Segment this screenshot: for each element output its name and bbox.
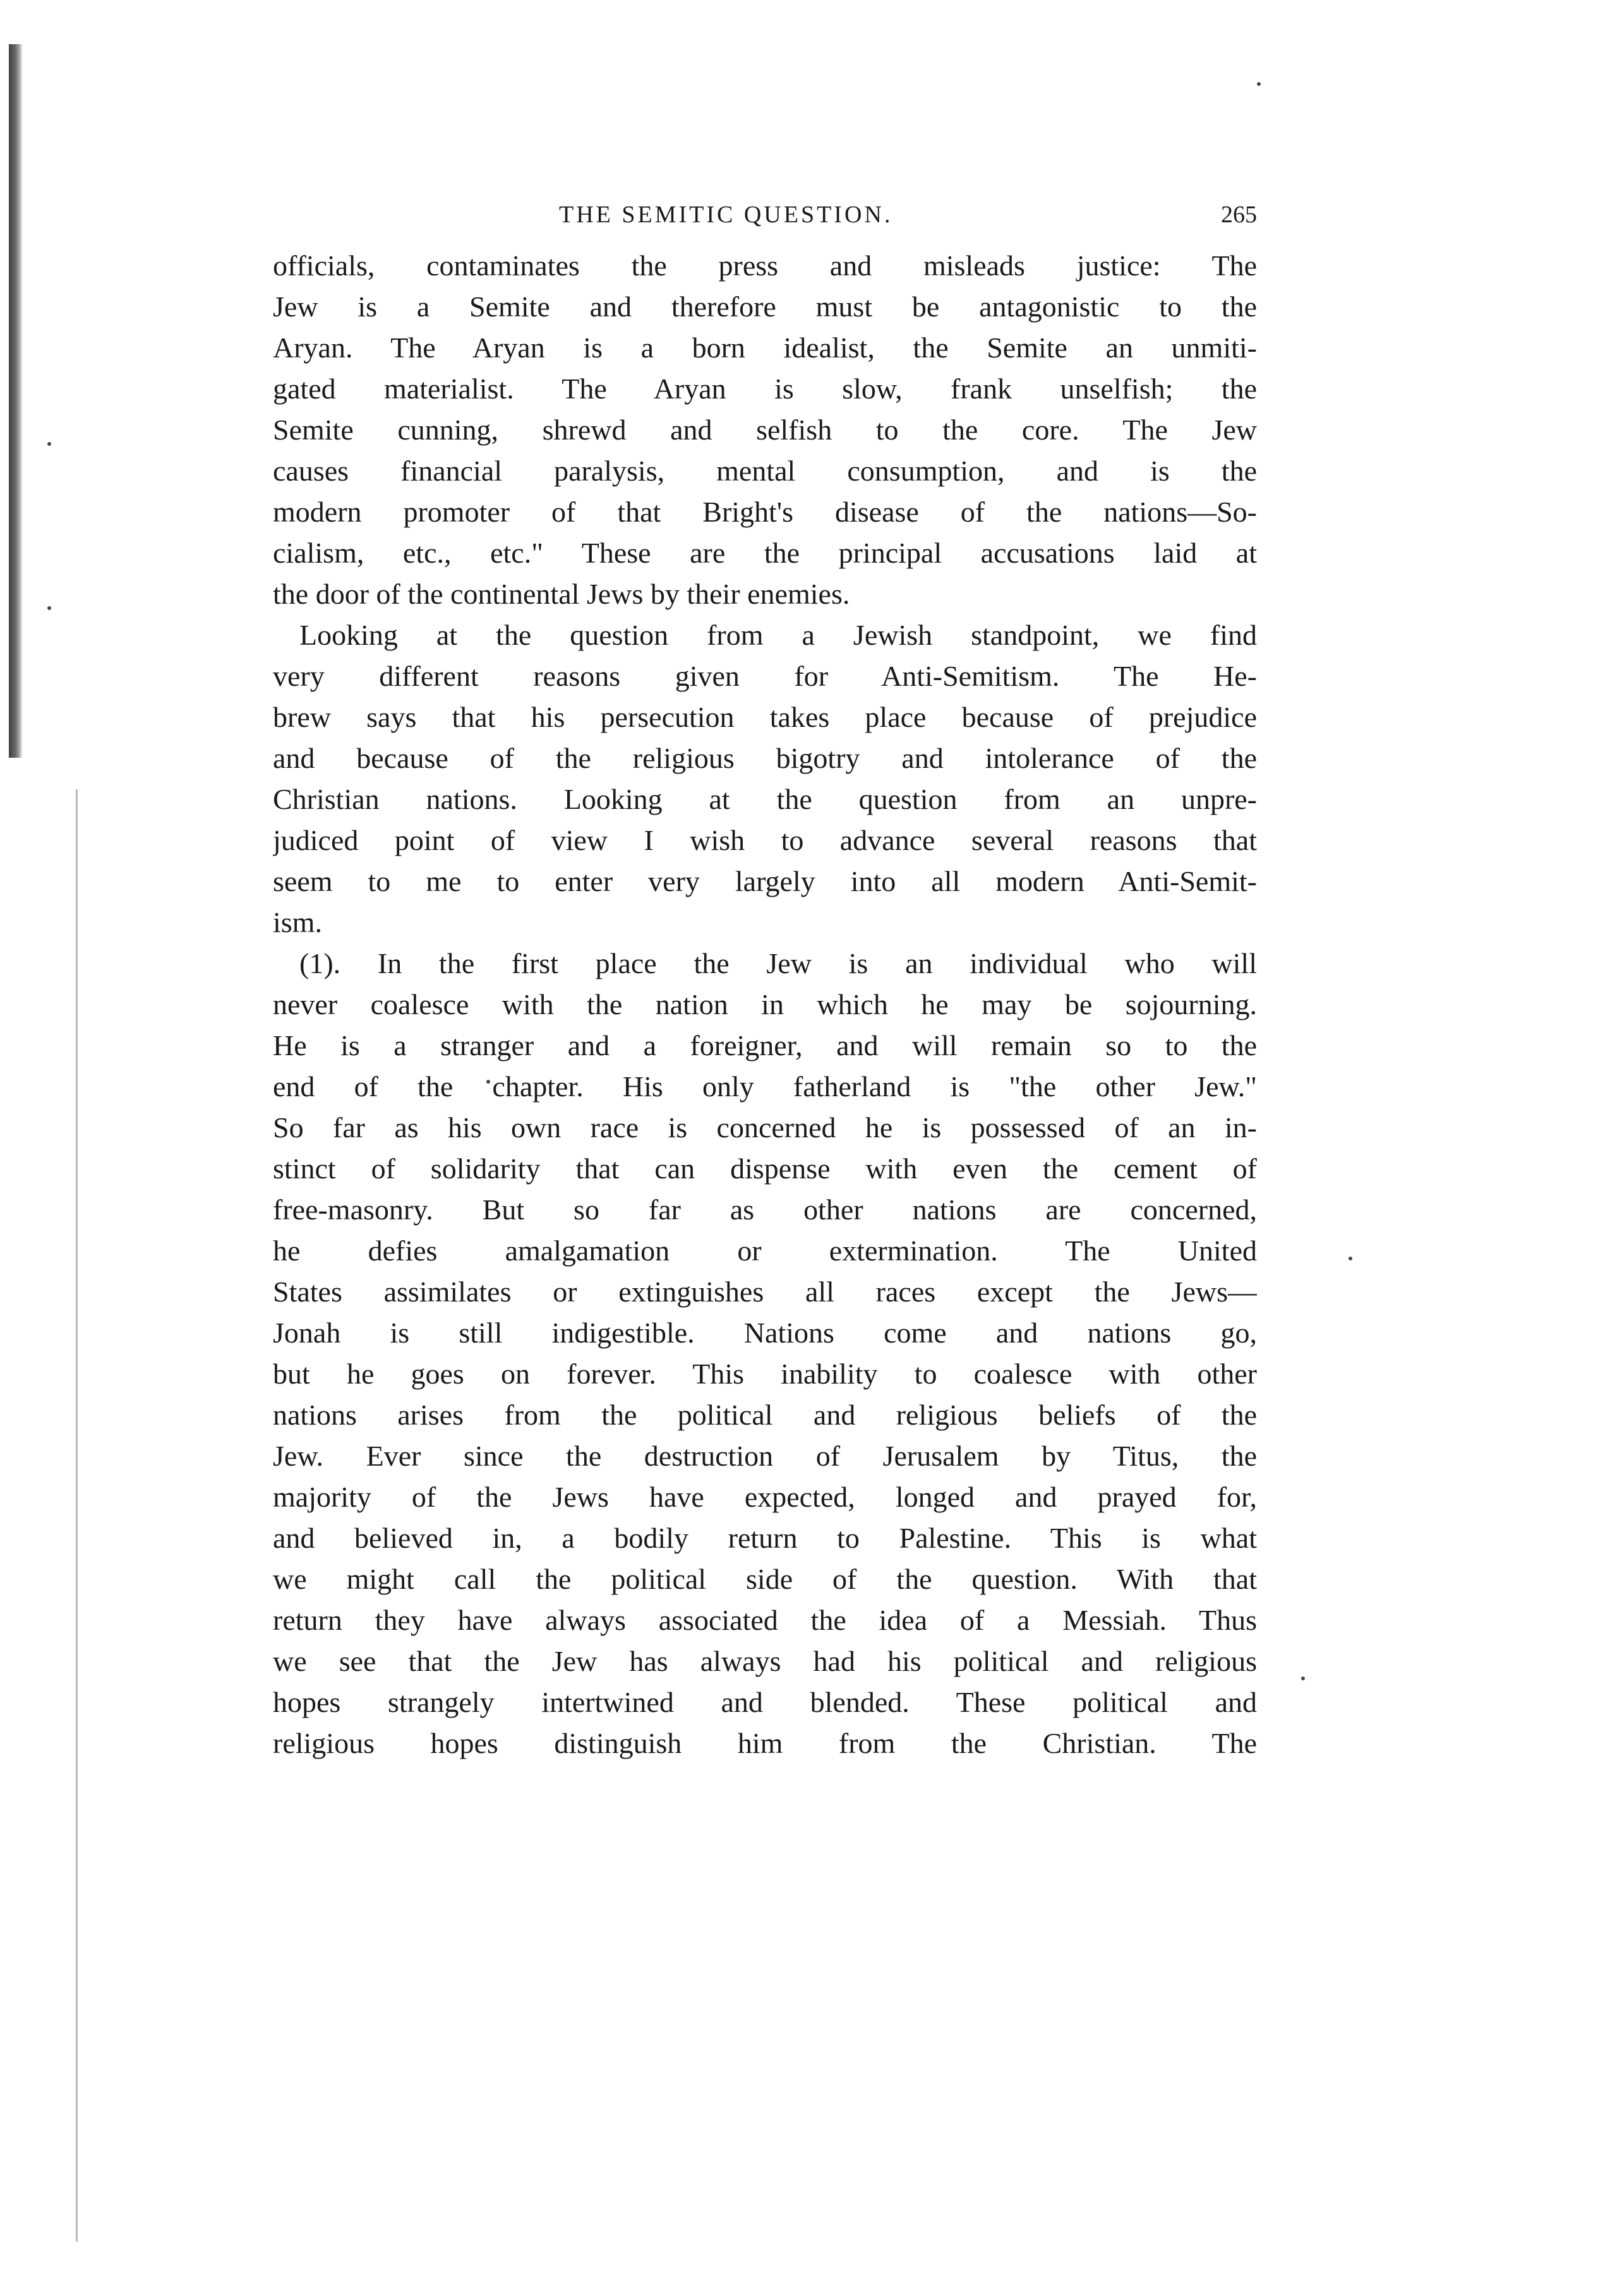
text-line: return they have always associated the idea of a Messiah. Thus bbox=[273, 1604, 1257, 1636]
text-line: So far as his own race is concerned he is possessed of an in- bbox=[273, 1111, 1257, 1144]
text-line: Looking at the question from a Jewish standpoint, we find bbox=[299, 619, 1257, 651]
running-head bbox=[272, 201, 1257, 239]
text-line: (1). In the first place the Jew is an individual who will bbox=[299, 947, 1257, 979]
text-line: and because of the religious bigotry and intolerance of the bbox=[273, 742, 1257, 774]
text-line: seem to me to enter very largely into all modern Anti-Semit- bbox=[273, 865, 1257, 897]
text-line: Aryan. The Aryan is a born idealist, the Semite an unmiti- bbox=[273, 332, 1257, 364]
text-line: never coalesce with the nation in which he may be sojourning. bbox=[273, 988, 1257, 1020]
text-line: we see that the Jew has always had his political and religious bbox=[273, 1645, 1257, 1677]
text-line: we might call the political side of the question. With that bbox=[273, 1563, 1257, 1595]
text-line: and believed in, a bodily return to Palestine. This is what bbox=[273, 1522, 1257, 1554]
scan-speck bbox=[47, 606, 51, 610]
text-line: Jew. Ever since the destruction of Jerusalem by Titus, the bbox=[273, 1440, 1257, 1472]
running-head-title: THE SEMITIC QUESTION. bbox=[559, 201, 893, 228]
text-line: gated materialist. The Aryan is slow, frank unselfish; the bbox=[273, 373, 1257, 405]
text-line: free-masonry. But so far as other nations are concerned, bbox=[273, 1193, 1257, 1226]
text-line: States assimilates or extinguishes all races except the Jews— bbox=[273, 1276, 1257, 1308]
text-line: brew says that his persecution takes place because of prejudice bbox=[273, 701, 1257, 733]
text-line: Semite cunning, shrewd and selfish to the core. The Jew bbox=[273, 414, 1257, 446]
text-line: end of the chapter. His only fatherland is "the other Jew." bbox=[273, 1070, 1257, 1103]
text-line: judiced point of view I wish to advance several reasons that bbox=[273, 824, 1257, 856]
text-line: officials, contaminates the press and misleads justice: The bbox=[273, 249, 1257, 282]
text-line: nations arises from the political and religious beliefs of the bbox=[273, 1399, 1257, 1431]
binding-edge bbox=[9, 44, 23, 758]
text-line: majority of the Jews have expected, longed and prayed for, bbox=[273, 1481, 1257, 1513]
scan-speck bbox=[47, 442, 51, 446]
text-line: but he goes on forever. This inability to coalesce with other bbox=[273, 1358, 1257, 1390]
text-line: He is a stranger and a foreigner, and will remain so to the bbox=[273, 1029, 1257, 1061]
text-line: stinct of solidarity that can dispense with even the cement of bbox=[273, 1152, 1257, 1185]
text-line: Jonah is still indigestible. Nations come and nations go, bbox=[273, 1317, 1257, 1349]
text-line: Christian nations. Looking at the question from an unpre- bbox=[273, 783, 1257, 815]
text-line: hopes strangely intertwined and blended. These political and bbox=[273, 1686, 1257, 1718]
text-line: causes financial paralysis, mental consumption, and is the bbox=[273, 455, 1257, 487]
body-text bbox=[273, 245, 1257, 1764]
scan-speck bbox=[1349, 1257, 1352, 1260]
text-line: very different reasons given for Anti-Semitism. The He- bbox=[273, 660, 1257, 692]
page-number: 265 bbox=[1221, 201, 1257, 228]
text-line: Jew is a Semite and therefore must be antagonistic to the bbox=[273, 290, 1257, 323]
text-line: ism. bbox=[273, 906, 322, 938]
text-line: cialism, etc., etc." These are the principal accusations laid at bbox=[273, 537, 1257, 569]
text-line: the door of the continental Jews by their enemies. bbox=[273, 578, 850, 610]
text-line: religious hopes distinguish him from the Christian. The bbox=[273, 1727, 1257, 1759]
text-line: he defies amalgamation or extermination. The United bbox=[273, 1235, 1257, 1267]
binding-line bbox=[76, 789, 78, 2242]
scan-speck bbox=[1301, 1677, 1305, 1680]
text-line: modern promoter of that Bright's disease of the nations—So- bbox=[273, 496, 1257, 528]
scan-speck bbox=[1257, 82, 1261, 86]
